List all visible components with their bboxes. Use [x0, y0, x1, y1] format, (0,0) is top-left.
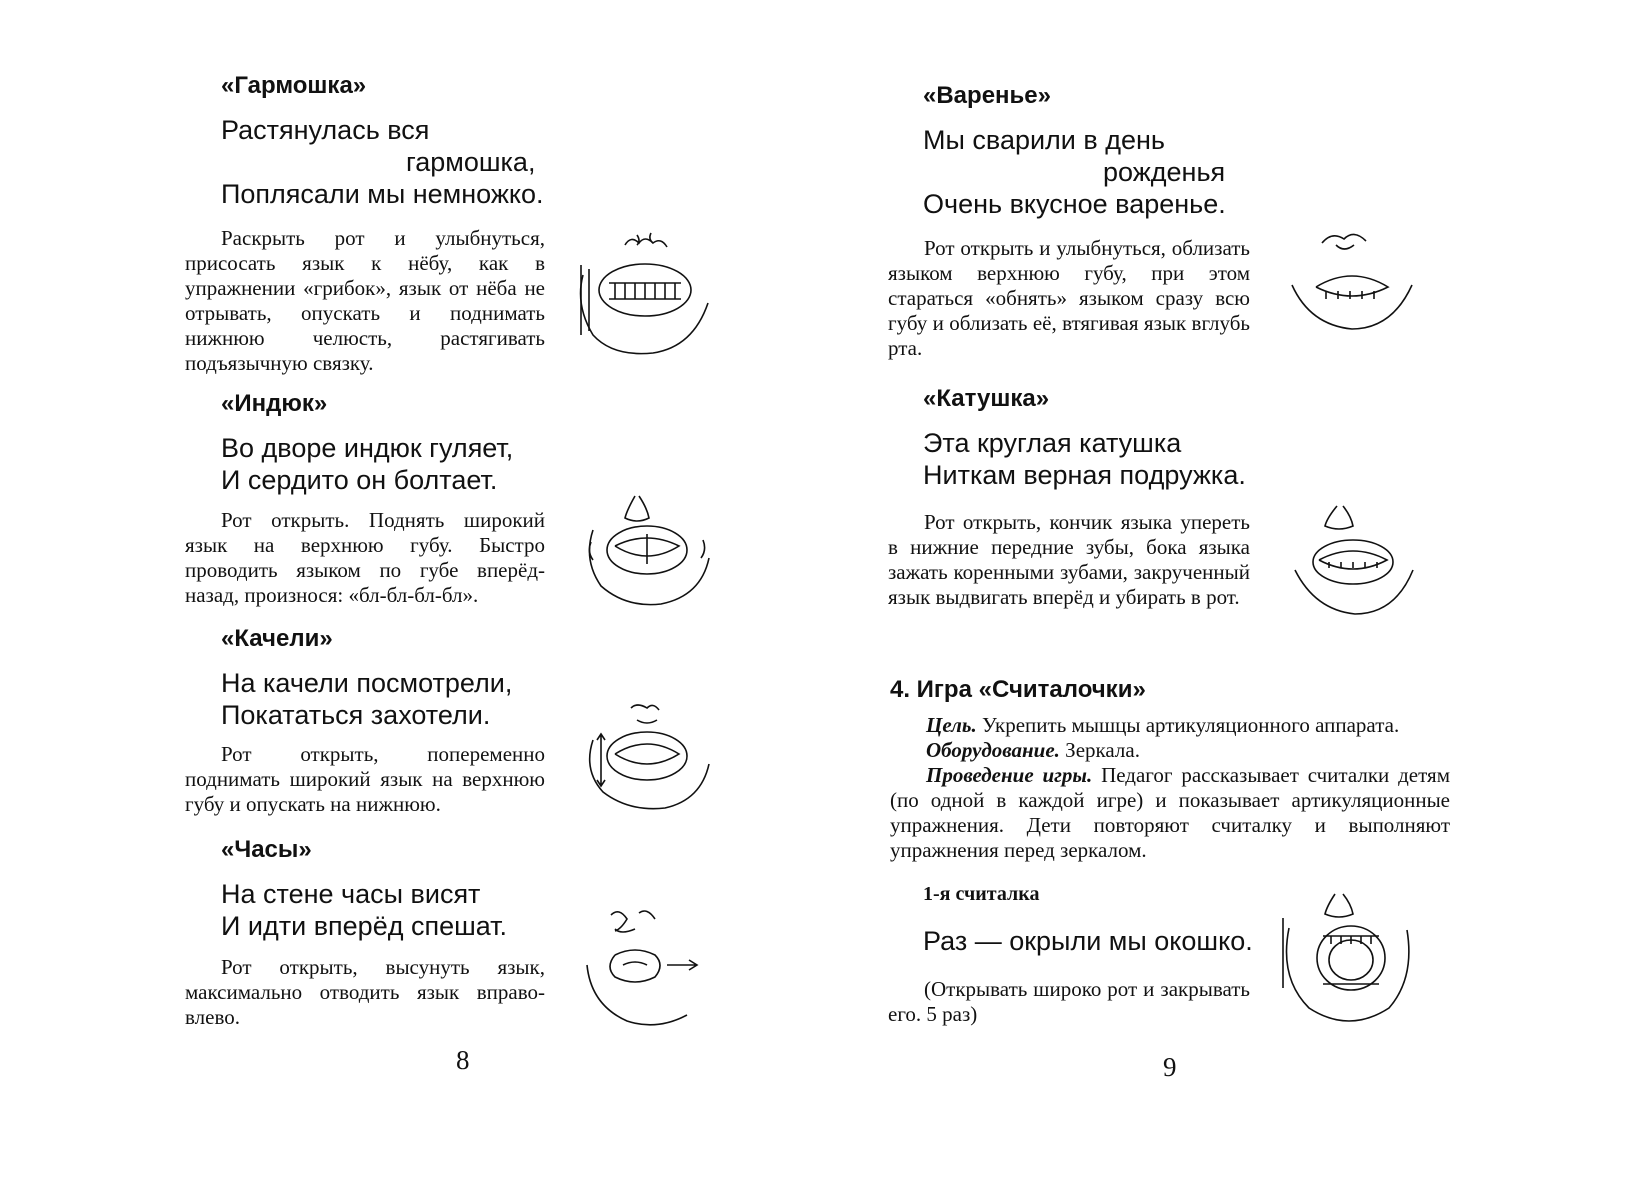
verse-line: Растянулась вся: [221, 115, 430, 145]
exercise-title: «Часы»: [221, 836, 312, 863]
exercise-description: Рот открыть. Поднять широкий язык на верхнюю губу. Быстро проводить языком по губе вперёд-назад, произнося: «бл-бл-бл-бл».: [185, 508, 545, 607]
exercise-title: «Индюк»: [221, 390, 328, 417]
exercise-garmoshka: [221, 72, 561, 210]
exercise-title: «Варенье»: [923, 82, 1051, 109]
face-tongue-up-down-icon: [575, 700, 720, 815]
face-lick-upper-lip-icon: [1282, 225, 1422, 345]
face-tongue-coil-icon: [1285, 500, 1425, 625]
exercise-description: Раскрыть рот и улыбнуться, присосать язык к нёбу, как в упражнении «грибок», язык от нёба не отрывать, опускать и поднимать нижнюю челюсть, растягивать подъязычную связку.: [185, 226, 545, 375]
exercise-description: Рот открыть и улыбнуться, облизать языком верхнюю губу, при этом стараться «обнять» языком сразу всю губу и облизать её, втягивая язык вглубь рта.: [888, 236, 1250, 360]
verse-line: Ниткам верная подружка.: [923, 460, 1246, 490]
equipment-paragraph: [890, 738, 1450, 763]
goal-paragraph: [890, 713, 1450, 738]
page-number: 9: [1163, 1052, 1177, 1082]
exercise-title: «Катушка»: [923, 385, 1050, 412]
exercise-indyuk: [221, 390, 561, 496]
exercise-chasy: [221, 836, 561, 942]
face-mouth-wide-open-icon: [1275, 888, 1425, 1033]
verse-line: На стене часы висят: [221, 879, 481, 909]
exercise-verse: [923, 124, 1243, 220]
section-title: 4. Игра «Считалочки»: [890, 676, 1146, 703]
procedure-text: Педагог рассказывает считалки детям (по одной в каждой игре) и показывает артикуляционные упражнения. Дети повторяют считалку и выполняют упражнения перед зеркалом.: [890, 763, 1450, 862]
exercise-title: «Качели»: [221, 625, 333, 652]
face-tongue-sideways-icon: [575, 905, 720, 1035]
verse-line: Во дворе индюк гуляет,: [221, 433, 514, 463]
exercise-kacheli: [221, 625, 561, 731]
equipment-text: Зеркала.: [1065, 738, 1140, 762]
verse-line: Эта круглая катушка: [923, 428, 1182, 458]
rhyme-note: (Открывать широко рот и закрывать его. 5 раз): [888, 977, 1250, 1026]
face-mouth-open-teeth-icon: [575, 225, 720, 355]
exercise-description: Рот открыть, попеременно поднимать широкий язык на верхнюю губу и опускать на нижнюю.: [185, 742, 545, 816]
exercise-verse: [221, 114, 561, 210]
procedure-paragraph: [890, 763, 1450, 863]
section-body: [890, 713, 1450, 863]
goal-text: Укрепить мышцы артикуляционного аппарата.: [982, 713, 1400, 737]
verse-line: Очень вкусное варенье.: [923, 189, 1226, 219]
exercise-verse: [221, 878, 561, 942]
exercise-title: «Гармошка»: [221, 72, 367, 99]
equipment-label: Оборудование.: [926, 738, 1060, 762]
exercise-verse: [221, 432, 561, 496]
verse-line: Мы сварили в день: [923, 125, 1165, 155]
verse-line: гармошка,: [406, 147, 536, 177]
rhyme-verse: Раз — окрыли мы окошко.: [923, 926, 1253, 956]
verse-line: И сердито он болтает.: [221, 465, 498, 495]
rhyme-heading: 1-я считалка: [923, 883, 1040, 905]
face-tongue-upper-lip-icon: [575, 490, 720, 610]
verse-line: рожденья: [1103, 157, 1226, 187]
verse-line: Покататься захотели.: [221, 700, 491, 730]
left-page: [0, 0, 820, 1193]
exercise-description: Рот открыть, высунуть язык, максимально отводить язык вправо-влево.: [185, 955, 545, 1029]
exercise-katushka: [923, 385, 1263, 491]
verse-line: И идти вперёд спешат.: [221, 911, 508, 941]
right-page: [820, 0, 1641, 1193]
exercise-verse: [923, 427, 1263, 491]
exercise-description: Рот открыть, кончик языка упереть в нижние передние зубы, бока языка зажать коренными зубами, закрученный язык выдвигать вперёд и убирать в рот.: [888, 510, 1250, 609]
exercise-verse: [221, 667, 561, 731]
page-number: 8: [456, 1045, 470, 1075]
verse-line: Поплясали мы немножко.: [221, 179, 544, 209]
goal-label: Цель.: [926, 713, 977, 737]
verse-line: На качели посмотрели,: [221, 668, 513, 698]
exercise-varenye: [923, 82, 1243, 220]
procedure-label: Проведение игры.: [926, 763, 1093, 787]
